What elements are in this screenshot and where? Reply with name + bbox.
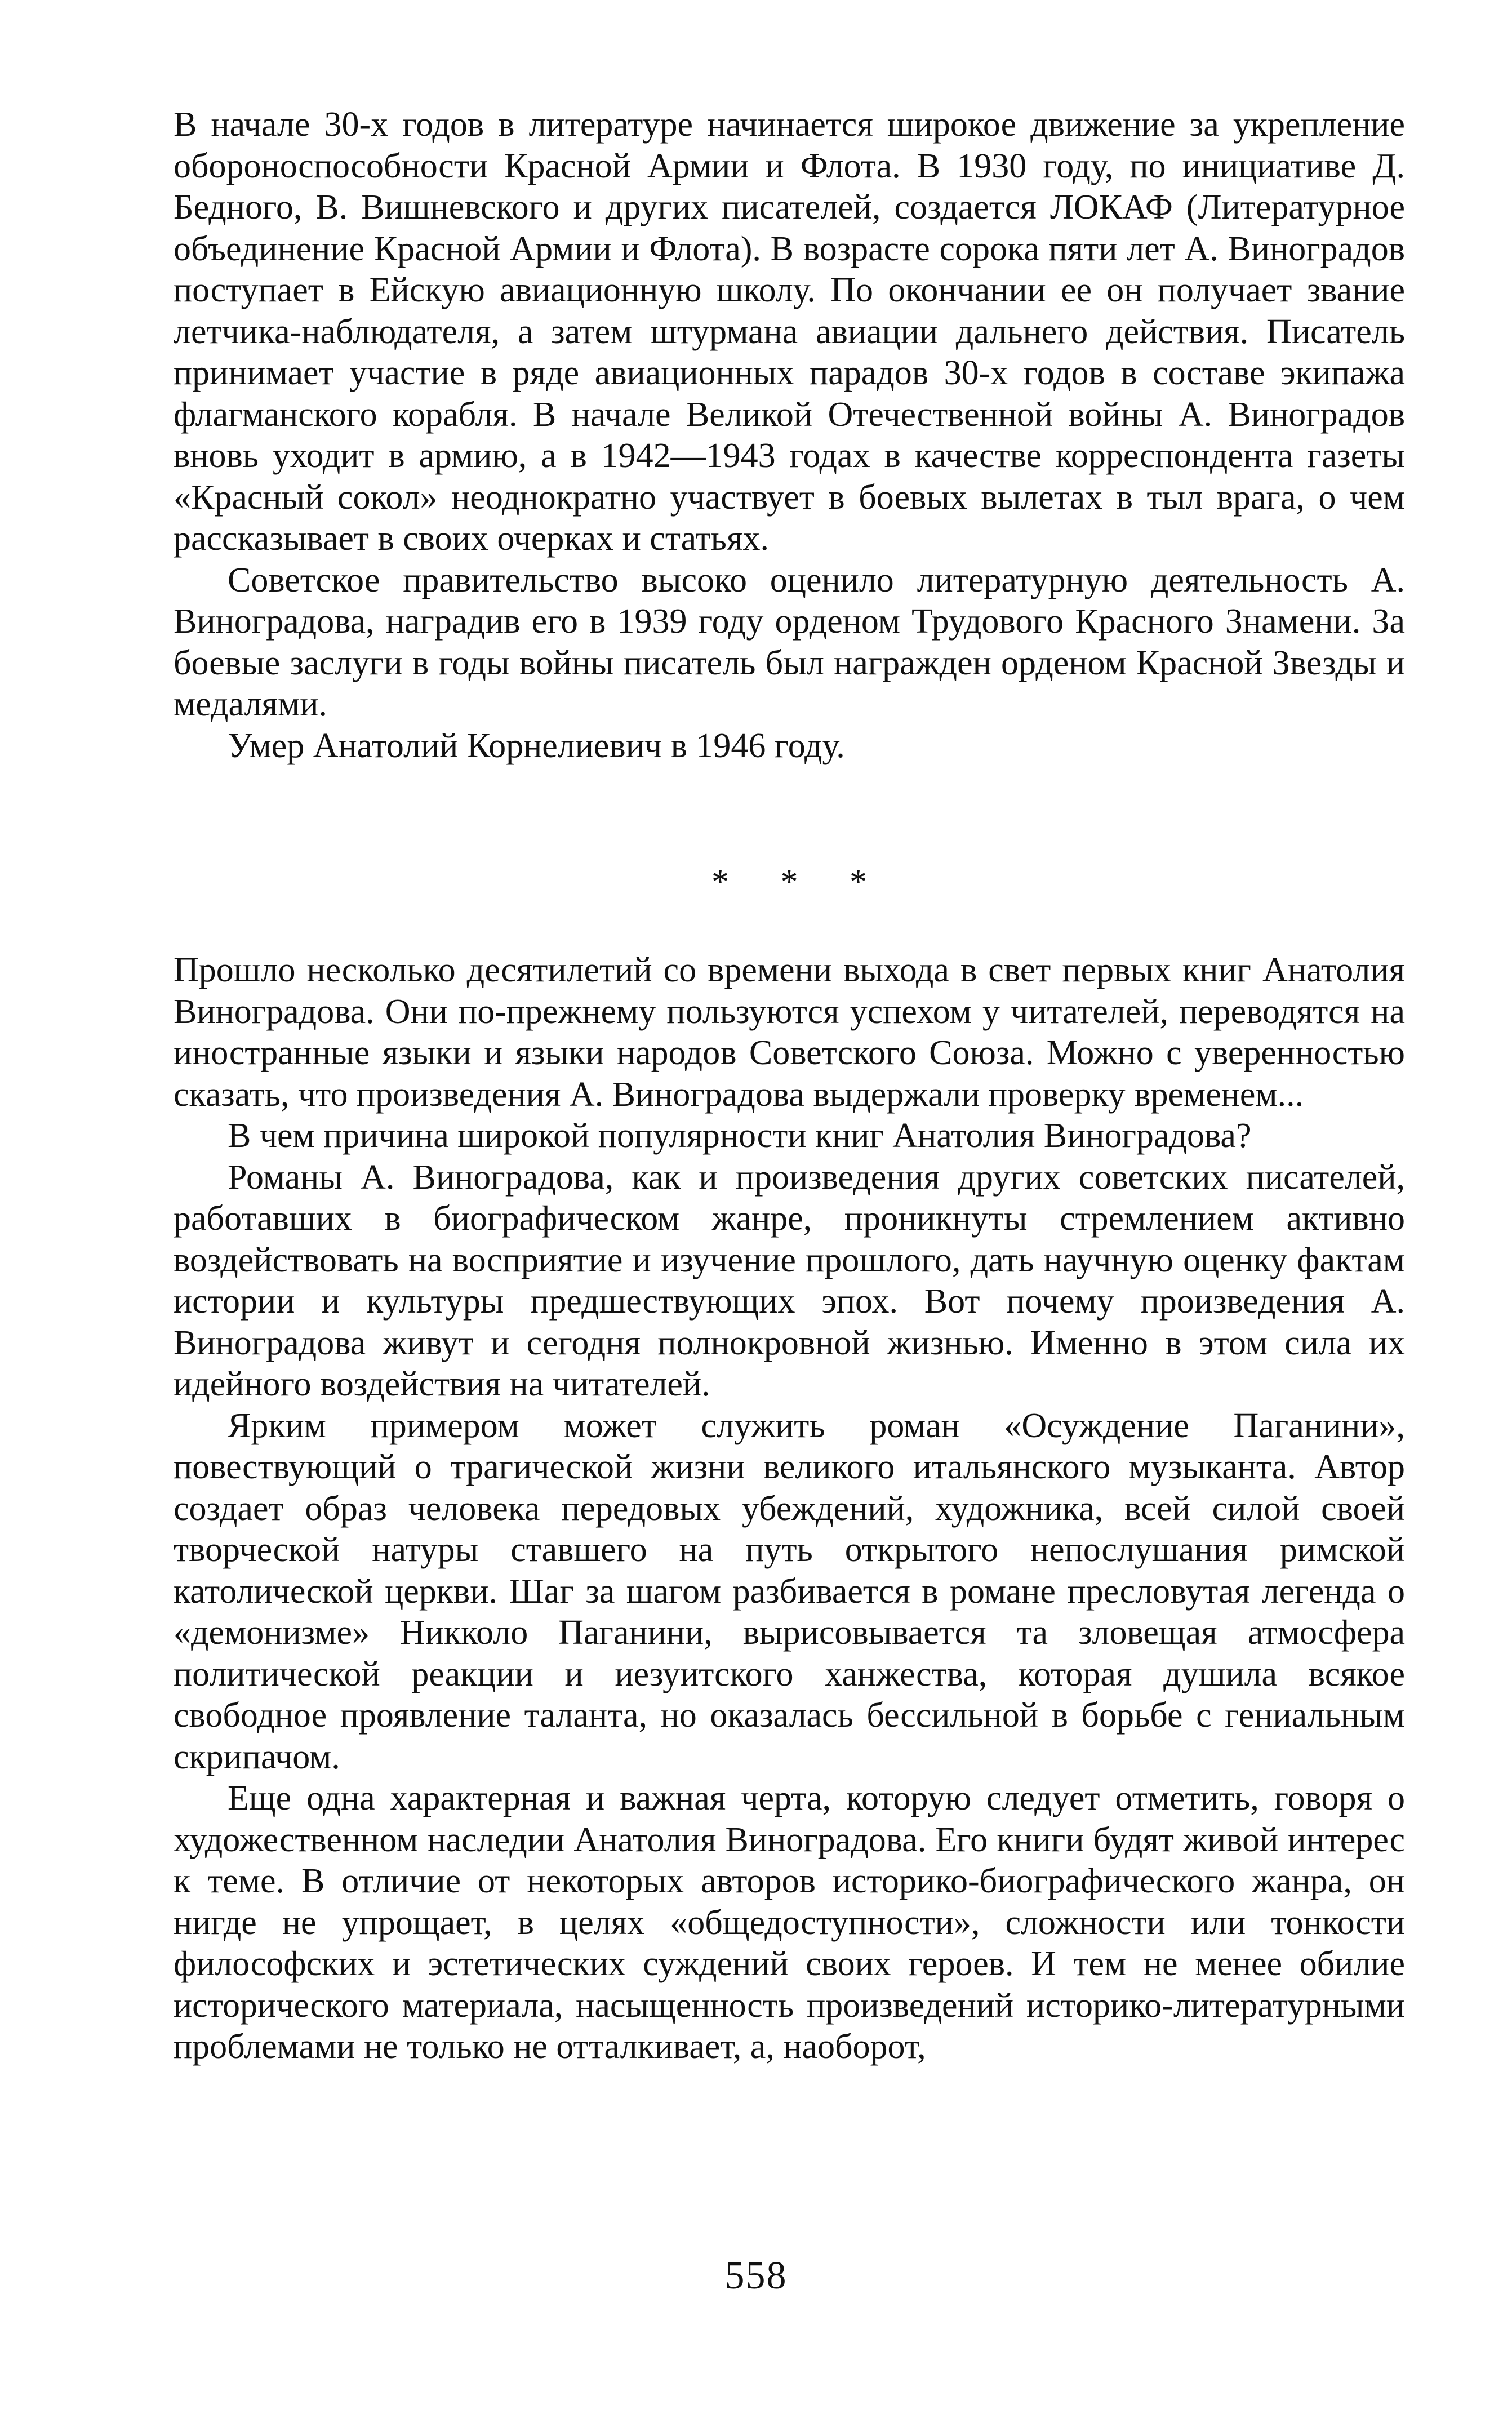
paragraph-question: В чем причина широкой популярности книг Анатолия Виноградова? (228, 1117, 1252, 1155)
page-body (174, 104, 1405, 2068)
page-number: 558 (724, 2254, 788, 2297)
paragraph-feature: Еще одна характерная и важная черта, которую следует отметить, говоря о художественном наследии Анатолия Виноградова. Его книги будят живой интерес к теме. В отличие от некоторых авторов историко-биографического жанра, он нигде не упрощает, в целях «общедоступности», сложности или тонкости философских и эстетических суждений своих героев. И тем не менее обилие исторического материала, насыщенность произведений историко-литературными проблемами не только не отталкивает, а, наоборот, (174, 1779, 1405, 2066)
paragraph-death: Умер Анатолий Корнелиевич в 1946 году. (228, 726, 845, 765)
paragraph-awards: Советское правительство высоко оценило литературную деятельность А. Виноградова, наградив его в 1939 году орденом Трудового Красного Знамени. За боевые заслуги в годы войны писатель был награжден орденом Красной Звезды и медалями. (174, 561, 1405, 723)
section-separator: * * * (711, 863, 888, 901)
paragraph-locaf: В начале 30-х годов в литературе начинается широкое движение за укрепление обороноспособности Красной Армии и Флота. В 1930 году, по инициативе Д. Бедного, В. Вишневского и других писателей, создается ЛОКАФ (Литературное объединение Красной Армии и Флота). В возрасте сорока пяти лет А. Виноградов поступает в Ейскую авиационную школу. По окончании ее он получает звание летчика-наблюдателя, а затем штурмана авиации дальнего действия. Писатель принимает участие в ряде авиационных парадов 30-х годов в составе экипажа флагманского корабля. В начале Великой Отечественной войны А. Виноградов вновь уходит в армию, а в 1942—1943 годах в качестве корреспондента газеты «Красный сокол» неоднократно участвует в боевых вылетах в тыл врага, о чем рассказывает в своих очерках и статьях. (174, 105, 1405, 558)
paragraph-decades: Прошло несколько десятилетий со времени выхода в свет первых книг Анатолия Виноградова. Они по-прежнему пользуются успехом у читателей, переводятся на иностранные языки и языки народов Советского Союза. Можно с уверенностью сказать, что произведения А. Виноградова выдержали проверку временем... (174, 951, 1405, 1114)
paragraph-paganini: Ярким примером может служить роман «Осуждение Паганини», повествующий о трагической жизни великого итальянского музыканта. Автор создает образ человека передовых убеждений, художника, всей силой своей творческой натуры ставшего на путь открытого непослушания римской католической церкви. Шаг за шагом разбивается в романе пресловутая легенда о «демонизме» Никколо Паганини, вырисовывается та зловещая атмосфера политической реакции и иезуитского ханжества, которая душила всякое свободное проявление таланта, но оказалась бессильной в борьбе с гениальным скрипачом. (174, 1406, 1405, 1776)
paragraph-novels: Романы А. Виноградова, как и произведения других советских писателей, работавших в биографическом жанре, проникнуты стремлением активно воздействовать на восприятие и изучение прошлого, дать научную оценку фактам истории и культуры предшествующих эпох. Вот почему произведения А. Виноградова живут и сегодня полнокровной жизнью. Именно в этом сила их идейного воздействия на читателей. (174, 1158, 1405, 1403)
